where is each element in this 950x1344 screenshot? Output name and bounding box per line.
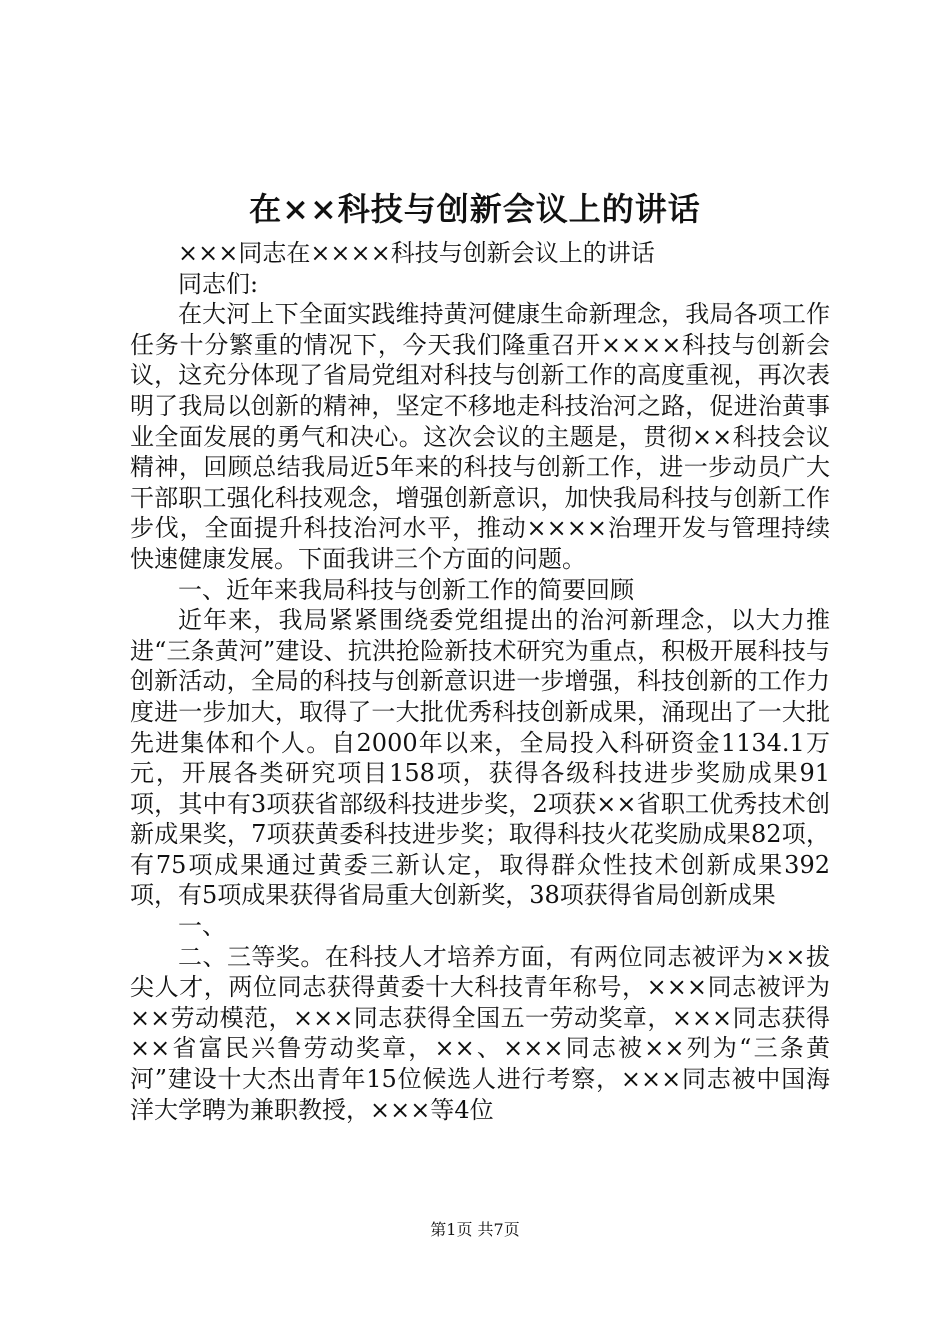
document-body: [130, 238, 830, 1125]
page-number-footer: 第1页 共7页: [430, 1220, 520, 1239]
speech-heading-line: ×××同志在××××科技与创新会议上的讲话: [178, 239, 655, 267]
document-title: 在××科技与创新会议上的讲话: [249, 190, 701, 228]
salutation: 同志们:: [178, 269, 259, 298]
fragment-line: 一、: [178, 912, 226, 941]
intro-paragraph: 在大河上下全面实践维持黄河健康生命新理念，我局各项工作任务十分繁重的情况下，今天我们隆重召开××××科技与创新会议，这充分体现了省局党组对科技与创新工作的高度重视，再次表明了我局以创新的精神，坚定不移地走科技治河之路，促进治黄事业全面发展的勇气和决心。这次会议的主题是，贯彻××科技会议精神，回顾总结我局近5年来的科技与创新工作，进一步动员广大干部职工强化科技观念，增强创新意识，加快我局科技与创新工作步伐，全面提升科技治河水平，推动××××治理开发与管理持续快速健康发展。下面我讲三个方面的问题。: [130, 300, 830, 573]
section-heading-1: 一、近年来我局科技与创新工作的简要回顾: [178, 575, 634, 604]
review-paragraph: 近年来，我局紧紧围绕委党组提出的治河新理念，以大力推进“三条黄河”建设、抗洪抢险新技术研究为重点，积极开展科技与创新活动，全局的科技与创新意识进一步增强，科技创新的工作力度进一步加大，取得了一大批优秀科技创新成果，涌现出了一大批先进集体和个人。自2000年以来，全局投入科研资金1134.1万元，开展各类研究项目158项，获得各级科技进步奖励成果91项，其中有3项获省部级科技进步奖，2项获××省职工优秀技术创新成果奖，7项获黄委科技进步奖；取得科技火花奖励成果82项，有75项成果通过黄委三新认定，取得群众性技术创新成果392项，有5项成果获得省局重大创新奖，38项获得省局创新成果: [130, 606, 830, 910]
awards-paragraph: 二、三等奖。在科技人才培养方面，有两位同志被评为××拔尖人才，两位同志获得黄委十大科技青年称号，×××同志被评为××劳动模范，×××同志获得全国五一劳动奖章，×××同志获得××省富民兴鲁劳动奖章，××、×××同志被××列为“三条黄河”建设十大杰出青年15位候选人进行考察，×××同志被中国海洋大学聘为兼职教授，×××等4位: [130, 942, 830, 1124]
